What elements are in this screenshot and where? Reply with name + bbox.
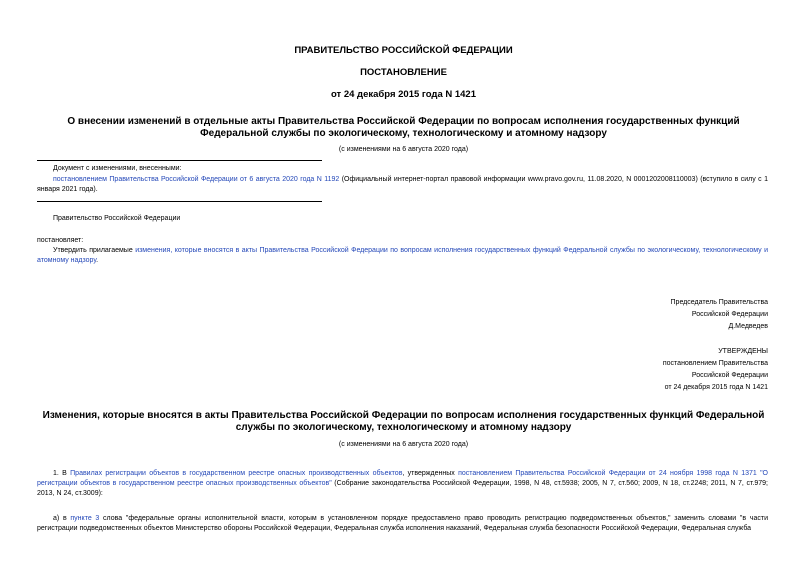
- changes-box-rest: (Официальный интернет-портал правовой информации www.pravo.gov.ru, 11.08.2020, N 0001202008110003) (вступило в силу с 1 января 2021 года).: [37, 176, 768, 193]
- amendment-note: (с изменениями на 6 августа 2020 года): [338, 146, 469, 153]
- changes-box-text: [37, 175, 768, 195]
- p1-suffix: (Собрание законодательства Российской Федерации, 1998, N 48, ст.5938; 2005, N 7, ст.560; 2009, N 18, ст.2248; 2011, N 7, ст.979; 2013, N 24, ст.3009):: [37, 480, 768, 497]
- approved-line-3: Российской Федерации: [691, 372, 768, 379]
- org-heading: ПРАВИТЕЛЬСТВО РОССИЙСКОЙ ФЕДЕРАЦИИ: [294, 45, 513, 56]
- approved-line-1: УТВЕРЖДЕНЫ: [718, 348, 768, 355]
- changes-amendment-note: (с изменениями на 6 августа 2020 года): [338, 441, 469, 448]
- item-3-link[interactable]: пункте 3: [70, 515, 100, 522]
- changes-box-heading: Документ с изменениями, внесенными:: [53, 165, 182, 172]
- approved-line-4: от 24 декабря 2015 года N 1421: [664, 384, 768, 391]
- pa-text: слова "федеральные органы исполнительной власти, которым в установленном порядке предоставлено право проводить регистрацию подведомственных объектов," заменить словами "в части регистрации подведомственных объектов Министерство обороны Российской Федерации, Федеральная служба исполнения наказаний, Федеральная служба безопасности Российской Федерации, Федеральная служба: [37, 515, 769, 532]
- approved-line-2: постановлением Правительства: [662, 360, 768, 367]
- changes-link[interactable]: изменения, которые вносятся в акты Правительства Российской Федерации по вопросам исполнения государственных функций Федеральной службы по экологическому, технологическому и атомному надзору: [37, 247, 768, 264]
- signature-line-2: Российской Федерации: [691, 311, 768, 318]
- page-title: О внесении изменений в отдельные акты Правительства Российской Федерации по вопросам исполнения государственных функций Федеральной службы по экологическому, технологическому и атомному надзору: [67, 116, 740, 139]
- approve-paragraph: [37, 246, 768, 266]
- government-line: Правительство Российской Федерации: [53, 215, 181, 222]
- divider-top: [37, 160, 322, 161]
- changes-title: Изменения, которые вносятся в акты Правительства Российской Федерации по вопросам исполнения государственных функций Федеральной службы по экологическому, технологическому и атомному надзору: [42, 410, 765, 433]
- doc-type-heading: ПОСТАНОВЛЕНИЕ: [360, 67, 447, 78]
- amending-decree-link[interactable]: постановлением Правительства Российской Федерации от 6 августа 2020 года N 1192: [53, 176, 340, 183]
- approve-suffix: .: [96, 257, 99, 264]
- divider-bottom: [37, 201, 322, 202]
- rules-link[interactable]: Правилах регистрации объектов в государственном реестре опасных производственных объектов: [70, 470, 403, 477]
- paragraph-a: [37, 514, 768, 534]
- decides-line: постановляет:: [37, 237, 84, 244]
- p1-prefix: 1. В: [53, 470, 71, 477]
- signature-line-1: Председатель Правительства: [670, 299, 768, 306]
- pa-prefix: а) в: [53, 515, 71, 522]
- decree-1371-link[interactable]: постановлением Правительства Российской Федерации от 24 ноября 1998 года N 1371 "О регистрации объектов в государственном реестре опасных производственных объектов": [37, 470, 769, 487]
- doc-date-number: от 24 декабря 2015 года N 1421: [330, 89, 476, 100]
- signature-line-3: Д.Медведев: [728, 323, 768, 330]
- approved-block: [663, 346, 768, 394]
- p1-middle: , утвержденных: [402, 470, 459, 477]
- paragraph-1: [37, 469, 768, 499]
- signature-block: [671, 297, 768, 333]
- approve-prefix: Утвердить прилагаемые: [53, 247, 136, 254]
